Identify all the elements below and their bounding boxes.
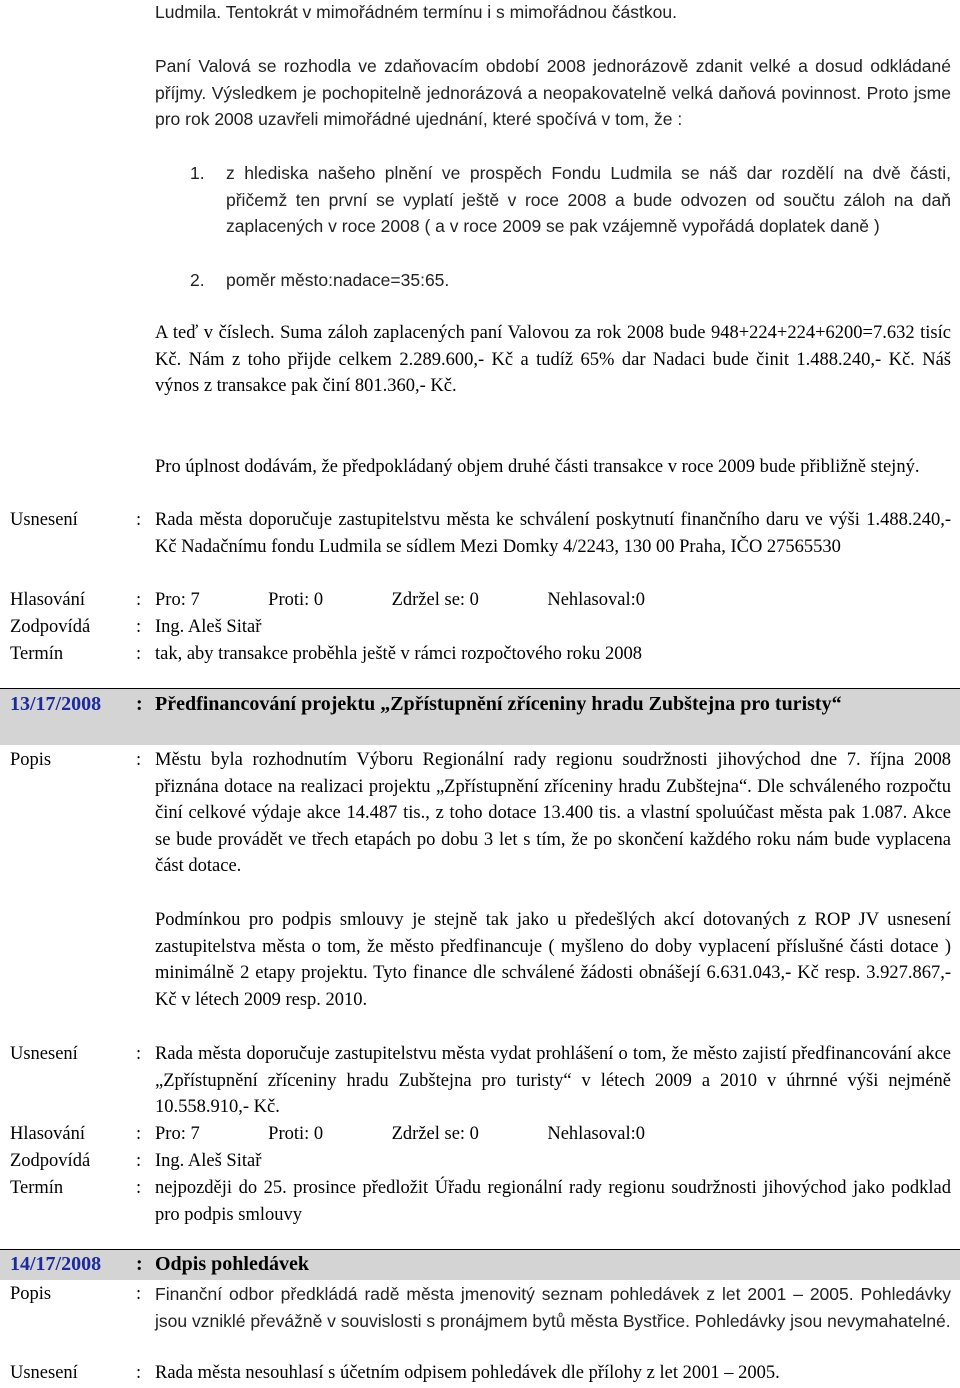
list-text: z hlediska našeho plnění ve prospěch Fondu Ludmila se náš dar rozdělí na dvě části, přičemž ten první se vyplatí ještě v roce 2008 a bude odvozen od součtu záloh na daň zaplacených v roce 2008 ( a v roce 2009 se pak vzájemně vypořádá doplatek daně ) xyxy=(226,163,951,237)
row-text: Ing. Aleš Sitař xyxy=(155,617,262,637)
row-colon: : xyxy=(136,617,142,637)
completeness-paragraph: Pro úplnost dodávám, že předpokládaný objem druhé části transakce v roce 2009 bude přibližně stejný. xyxy=(155,457,920,477)
row-colon: : xyxy=(136,1124,142,1144)
vote-pro: Pro: 7 xyxy=(155,590,200,610)
popis-text: Městu byla rozhodnutím Výboru Regionální rady regionu soudržnosti jihovýchod dne 7. října 2008 přiznána dotace na realizaci projektu „Zpřístupnění zříceniny hradu Zubštejna“. Dle schváleného rozpočtu činí celkové výdaje akce 14.487 tis., z toho dotace 13.400 tis. a vlastní spoluúčast města pak 1.087. Akce se bude provádět ve třech etapách po dobu 3 let s tím, že po skončení každého roku nám bude vyplacena část dotace. xyxy=(155,750,951,877)
row-label: Hlasování xyxy=(10,590,86,610)
intro-line: Ludmila. Tentokrát v mimořádném termínu i s mimořádnou částkou. xyxy=(155,2,677,22)
vote-nehlasoval: Nehlasoval:0 xyxy=(547,1124,645,1144)
row-label: Termín xyxy=(10,1178,64,1198)
row-label: Zodpovídá xyxy=(10,1151,91,1171)
list-text: poměr město:nadace=35:65. xyxy=(226,270,450,290)
row-text: nejpozději do 25. prosince předložit Úřadu regionální rady regionu soudržnosti jihovýchod jako podklad pro podpis smlouvy xyxy=(155,1178,951,1225)
item-title: Odpis pohledávek xyxy=(155,1253,309,1275)
row-colon: : xyxy=(136,1044,142,1064)
item-title: Předfinancování projektu „Zpřístupnění zříceniny hradu Zubštejna pro turisty“ xyxy=(155,693,842,715)
row-colon: : xyxy=(136,1284,142,1304)
item-number: 13/17/2008 xyxy=(10,693,102,715)
popis-text-2: Podmínkou pro podpis smlouvy je stejně tak jako u předešlých akcí dotovaných z ROP JV usnesení zastupitelstva města o tom, že město předfinancuje ( myšleno do doby vyplacení příslušné části dotace ) minimálně 2 etapy projektu. Tyto finance dle schválené žádosti obnášejí 6.631.043,- Kč resp. 3.927.867,- Kč v létech 2009 resp. 2010. xyxy=(155,910,951,1010)
vote-nehlasoval: Nehlasoval:0 xyxy=(547,590,645,610)
row-text: tak, aby transakce proběhla ještě v rámci rozpočtového roku 2008 xyxy=(155,644,642,664)
row-label: Popis xyxy=(10,1284,52,1304)
row-colon: : xyxy=(136,1178,142,1198)
row-label: Usnesení xyxy=(10,510,78,530)
vote-counts xyxy=(155,587,645,614)
list-number: 1. xyxy=(190,163,205,183)
row-colon: : xyxy=(136,750,142,770)
row-text: Ing. Aleš Sitař xyxy=(155,1151,262,1171)
heading-colon: : xyxy=(136,693,143,715)
row-label: Usnesení xyxy=(10,1363,78,1383)
vote-pro: Pro: 7 xyxy=(155,1124,200,1144)
vote-zdrzel: Zdržel se: 0 xyxy=(391,1124,479,1144)
popis-text: Finanční odbor předkládá radě města jmenovitý seznam pohledávek z let 2001 – 2005. Pohledávky jsou vzniklé převážně v souvislosti s pronájmem bytů města Bystřice. Pohledávky jsou nevymahatelné. xyxy=(155,1284,951,1331)
row-label: Termín xyxy=(10,644,64,664)
row-colon: : xyxy=(136,510,142,530)
row-colon: : xyxy=(136,590,142,610)
item-heading-13 xyxy=(0,688,960,745)
item-number: 14/17/2008 xyxy=(10,1253,102,1275)
vote-proti: Proti: 0 xyxy=(268,590,324,610)
row-colon: : xyxy=(136,1151,142,1171)
row-label: Popis xyxy=(10,750,52,770)
vote-counts xyxy=(155,1121,645,1148)
row-text: Rada města nesouhlasí s účetním odpisem pohledávek dle přílohy z let 2001 – 2005. xyxy=(155,1363,780,1383)
row-label: Hlasování xyxy=(10,1124,86,1144)
vote-zdrzel: Zdržel se: 0 xyxy=(391,590,479,610)
intro-paragraph: Paní Valová se rozhodla ve zdaňovacím období 2008 jednorázově zdanit velké a dosud odkládané příjmy. Výsledkem je pochopitelně jednorázová a neopakovatelně velká daňová povinnost. Proto jsme pro rok 2008 uzavřeli mimořádné ujednání, které spočívá v tom, že : xyxy=(155,56,951,130)
vote-proti: Proti: 0 xyxy=(268,1124,324,1144)
list-number: 2. xyxy=(190,270,205,290)
row-colon: : xyxy=(136,644,142,664)
row-label: Zodpovídá xyxy=(10,617,91,637)
row-text: Rada města doporučuje zastupitelstvu města vydat prohlášení o tom, že město zajistí předfinancování akce „Zpřístupnění zříceniny hradu Zubštejna pro turisty“ v létech 2009 a 2010 v úhrnné výši nejméně 10.558.910,- Kč. xyxy=(155,1044,951,1118)
numbers-paragraph: A teď v číslech. Suma záloh zaplacených paní Valovou za rok 2008 bude 948+224+224+6200=7.632 tisíc Kč. Nám z toho přijde celkem 2.289.600,- Kč a tudíž 65% dar Nadaci bude činit 1.488.240,- Kč. Náš výnos z transakce pak činí 801.360,- Kč. xyxy=(155,323,951,397)
row-label: Usnesení xyxy=(10,1044,78,1064)
heading-colon: : xyxy=(136,1253,143,1275)
row-colon: : xyxy=(136,1363,142,1383)
item-heading-14 xyxy=(0,1249,960,1280)
row-text: Rada města doporučuje zastupitelstvu města ke schválení poskytnutí finančního daru ve výši 1.488.240,- Kč Nadačnímu fondu Ludmila se sídlem Mezi Domky 4/2243, 130 00 Praha, IČO 27565530 xyxy=(155,510,951,557)
